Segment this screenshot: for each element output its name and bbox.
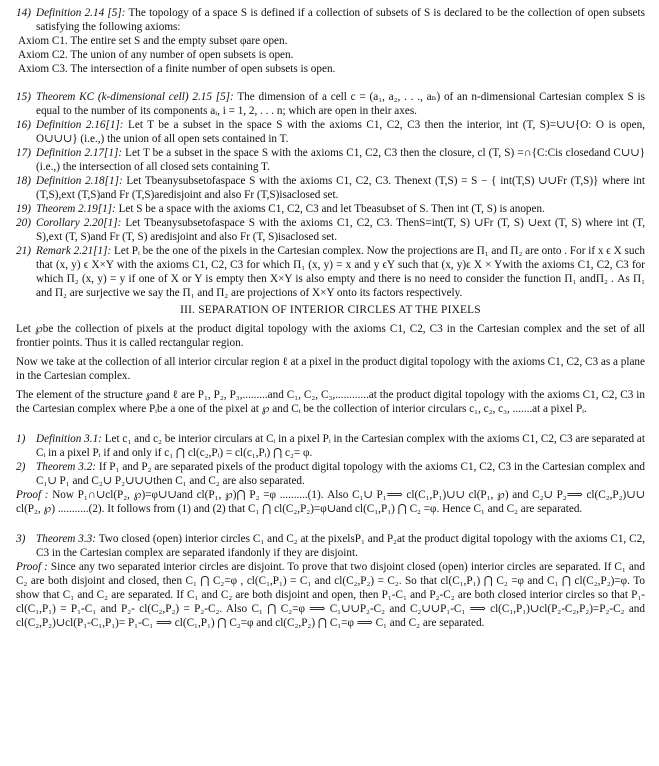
item-label: Corollary 2.20[1]: [36, 217, 122, 229]
item-number: 21) [16, 245, 31, 257]
proof-theorem-3-3 [16, 560, 645, 630]
item-text: Let Tbeanysubsetofaspace S with the axioms C1, C2, C3. Thenext (T,S) = S − { int(T,S) ∪∪Fr (T,S)} where int (T,S),ext (T,S)and Fr (T,S)aredisjoint and also Fr (T,S)isaclosed set. [36, 175, 645, 201]
item-label: Definition 2.16[1]: [36, 119, 124, 131]
item-number: 19) [16, 203, 31, 215]
item-text: Two closed (open) interior circles C₁ and C₂ at the pixelsP₁ and P₂at the product digital topology with the axioms C1, C2, C3 in the Cartesian complex are separated ifandonly if they are disjoint. [36, 533, 645, 559]
axiom-c3: Axiom C3. The intersection of a finite number of open subsets is open. [18, 63, 336, 75]
section-paragraph-3: The element of the structure ℘and ℓ are P₁, P₂, P₃,.........and C₁, C₂, C₃,............at the product digital topology with the axioms C1, C2, C3 in the Cartesian complex where Pᵢbe a one of the pixel at ℘ and Cᵢ be the collection of interior circulars c₁, c₂, c₃, .......at a pixel Pᵢ. [16, 389, 645, 415]
axiom-c1: Axiom C1. The entire set S and the empty subset φare open. [18, 35, 288, 47]
item-number: 1) [16, 433, 26, 445]
theorem-3-3 [16, 532, 645, 560]
item-number: 14) [16, 7, 31, 19]
item-label: Theorem 3.2: [36, 461, 96, 473]
item-label: Definition 2.18[1]: [36, 175, 123, 187]
theorem-2-19 [16, 202, 645, 216]
item-text: Let S be a space with the axioms C1, C2, C3 and let Tbeasubset of S. Then int (T, S) is anopen. [118, 203, 545, 215]
section-paragraph-1: Let ℘be the collection of pixels at the product digital topology with the axioms C1, C2, C3 in the Cartesian complex and the set of all frontier points. Thus it is called rectangular region. [16, 323, 645, 349]
item-number: 15) [16, 91, 31, 103]
item-number: 18) [16, 175, 31, 187]
proof-label: Proof : [16, 489, 49, 501]
item-label: Definition 2.17[1]: [36, 147, 123, 159]
definition-2-18 [16, 174, 645, 202]
item-text: Let Tbeanysubsetofaspace S with the axioms C1, C2, C3. ThenS=int(T, S) ∪Fr (T, S) ∪ext (T, S) where int (T, S),ext (T, S)and Fr (T, S) aredisjoint and also Fr (T, S)isaclosed set. [36, 217, 646, 243]
proof-text: Since any two separated interior circles are disjoint. To prove that two disjoint closed (open) interior circles are separated. If C₁ and C₂ are both disjoint and closed, then C₁ ⋂ C₂=φ , cl(C₁,P₁) = C₁ and cl(C₂,P₂) = C₂. So that cl(C₁,P₁) ⋂ C₂ =φ and C₁ ⋂ cl(C₂,P₂)=φ. To show that C₁ and C₂ are separated. If C₁ and C₂ are both disjoint and open, then P₁-C₁ and P₂-C₂ are both closed interior circles so that P₁- cl(C₁,P₁) = P₁-C₁ and P₂- cl(C₂,P₂) = P₂-C₂. Also C₁ ⋂ C₂=φ ⟹ C₁∪∪P₂-C₂ and C₂∪∪P₁-C₁ ⟹ cl(C₁,P₁)∪cl(P₂-C₂,P₂)=P₂-C₂ and cl(C₂,P₂)∪cl(P₁-C₁,P₁)= P₁-C₁ ⟹ cl(C₁,P₁) ⋂ C₂=φ and cl(C₂,P₂) ⋂ C₁=φ ⟹ C₁ and C₂ are separated. [16, 561, 645, 629]
axiom-c2: Axiom C2. The union of any number of open subsets is open. [18, 49, 294, 61]
item-number: 17) [16, 147, 31, 159]
item-label: Definition 3.1: [36, 433, 102, 445]
proof-theorem-3-2 [16, 488, 645, 516]
item-text: The dimension of a cell c = (a₁, a₂, . . ., aₙ) of an n-dimensional Cartesian complex S is equal to the number of its components aᵢ, i = 1, 2, . . . n; which are open in their axes. [36, 91, 645, 117]
item-number: 2) [16, 461, 26, 473]
section-paragraph-2: Now we take at the collection of all interior circular region ℓ at a pixel in the product digital topology with the axioms C1, C2, C3 as a plane in the Cartesian complex. [16, 356, 645, 382]
section-heading: III. SEPARATION OF INTERIOR CIRCLES AT THE PIXELS [180, 304, 481, 316]
item-number: 3) [16, 533, 26, 545]
item-text: Let Pᵢ be the one of the pixels in the Cartesian complex. Now the projections are Π₁ and Π₂ are onto . For if x ϵ X such that (x, y) ϵ X×Y with the axioms C1, C2, C3 for which Π₁ (x, y) = x and y ϵY such that (x, y)ϵ X × Ywith the axioms C1, C2, C3 for which Π₂ (x, y) = y if one of X or Y is empty then X×Y is also empty and there is no need to consider the function Π₁ andΠ₂ . As Π₁ and Π₂ are surjective we say the Π₁ and Π₂ are projections of X×Y onto its factors respectively. [36, 245, 646, 299]
item-text: The topology of a space S is defined if a collection of subsets of S is declared to be the collection of open subsets satisfying the following axioms: [36, 7, 645, 33]
definition-2-14 [16, 6, 645, 34]
remark-2-21 [16, 244, 645, 300]
item-label: Remark 2.21[1]: [36, 245, 112, 257]
theorem-3-2 [16, 460, 645, 488]
item-number: 20) [16, 217, 31, 229]
proof-text: Now P₁∩∪cl(P₂, ℘)=φ∪∪and cl(P₁, ℘)⋂ P₂ =φ ..........(1). Also C₁∪ P₁⟹ cl(C₁,P₁)∪∪ cl(P₁, ℘) and C₂∪ P₂⟹ cl(C₂,P₂)∪∪ cl(P₂, ℘) ...........(2). It follows from (1) and (2) that C₁ ⋂ cl(C₂,P₂)=φ∪and cl(C₁,P₁) ⋂ C₂ =φ. Hence C₁ and C₂ are separated. [16, 489, 646, 515]
item-text: Let T be a subset in the space S with the axioms C1, C2, C3 then the interior, int (T, S)=∪∪{O: O is open, O∪∪∪} (i.e.,) the union of all open sets contained in T. [36, 119, 646, 145]
item-label: Theorem 2.19[1]: [36, 203, 116, 215]
item-label: Definition 2.14 [5]: [36, 7, 126, 19]
definition-2-16 [16, 118, 645, 146]
corollary-2-20 [16, 216, 645, 244]
definition-2-17 [16, 146, 645, 174]
item-number: 16) [16, 119, 31, 131]
axiom-list [16, 34, 645, 76]
theorem-kc-2-15 [16, 90, 645, 118]
item-label: Theorem KC (k-dimensional cell) 2.15 [5]: [36, 91, 234, 103]
item-text: If P₁ and P₂ are separated pixels of the product digital topology with the axioms C1, C2, C3 in the Cartesian complex and C₁∪ P₁ and C₂∪ P₂∪∪∪then C₁ and C₂ are also separated. [36, 461, 646, 487]
proof-label: Proof : [16, 561, 48, 573]
item-label: Theorem 3.3: [36, 533, 96, 545]
item-text: Let c₁ and c₂ be interior circulars at Cᵢ in a pixel Pᵢ in the Cartesian complex with the axioms C1, C2, C3 are separated at Cᵢ in a pixel Pᵢ if and only if c₁ ⋂ cl(c₂,Pᵢ) = cl(c₁,Pᵢ) ⋂ c₂= φ. [36, 433, 645, 459]
definition-3-1 [16, 432, 645, 460]
item-text: Let T be a subset in the space S with the axioms C1, C2, C3 then the closure, cl (T, S) =∩{C:Cis closedand C∪∪} (i.e.,) the intersection of all closed sets containing T. [36, 147, 646, 173]
